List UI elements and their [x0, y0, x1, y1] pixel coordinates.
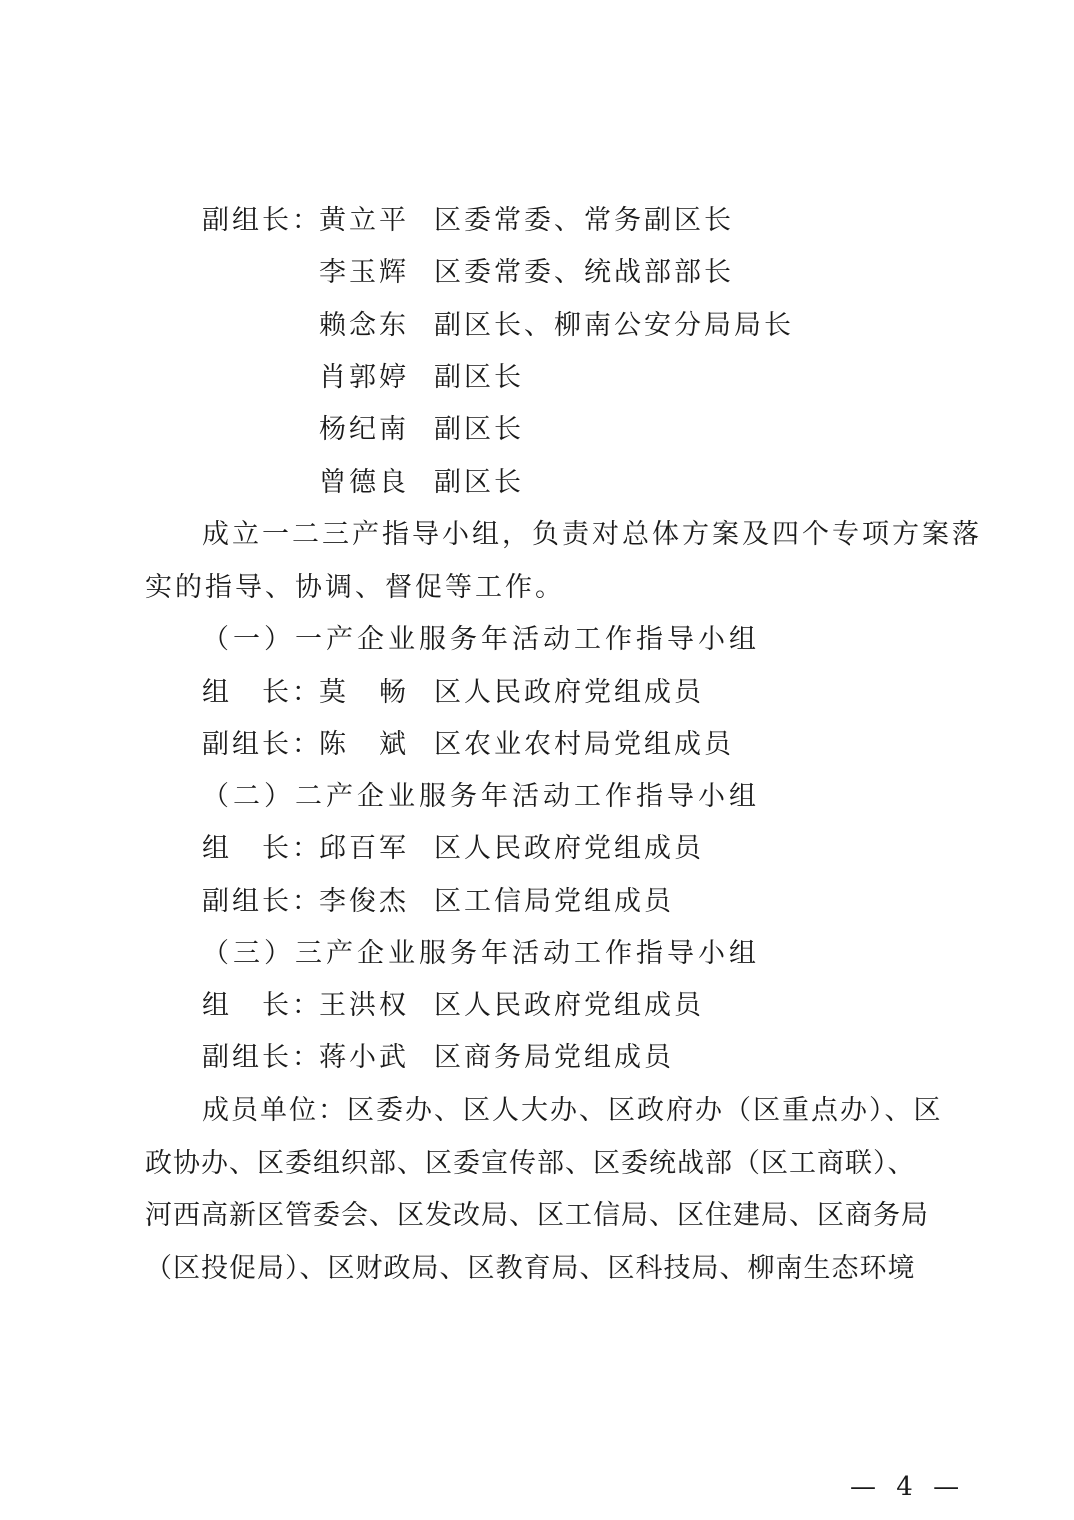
group-leader-row — [202, 675, 704, 711]
member-title: 副区长 — [434, 467, 524, 498]
member-name: 莫 畅 — [319, 677, 409, 708]
member-name: 赖念东 — [319, 310, 409, 341]
member-title: 区委常委、统战部部长 — [434, 257, 734, 288]
intro-line: 实的指导、协调、督促等工作。 — [145, 572, 565, 603]
deputy-leader-row — [319, 308, 794, 344]
deputy-leader-row — [319, 360, 524, 396]
member-title: 区商务局党组成员 — [434, 1042, 674, 1073]
leader-label: 组 长： — [202, 990, 322, 1021]
member-name: 蒋小武 — [319, 1042, 409, 1073]
group-deputy-row — [202, 727, 734, 763]
group-deputy-row — [202, 1040, 674, 1076]
group-heading: （一）一产企业服务年活动工作指导小组 — [202, 624, 760, 655]
deputy-leader-row — [319, 465, 524, 501]
deputy-leader-label: 副组长： — [202, 886, 322, 917]
deputy-leader-label: 副组长： — [202, 729, 322, 760]
member-title: 区委常委、常务副区长 — [434, 205, 734, 236]
page-number: — 4 — — [850, 1472, 966, 1502]
group-leader-row — [202, 831, 704, 867]
member-units-line: 政协办、区委组织部、区委宣传部、区委统战部（区工商联）、 — [145, 1148, 916, 1179]
member-name: 杨纪南 — [319, 414, 409, 445]
member-title: 区人民政府党组成员 — [434, 677, 704, 708]
member-title: 区人民政府党组成员 — [434, 990, 704, 1021]
group-deputy-row — [202, 884, 674, 920]
leader-label: 组 长： — [202, 833, 322, 864]
member-name: 李俊杰 — [319, 886, 409, 917]
group-heading: （三）三产企业服务年活动工作指导小组 — [202, 938, 760, 969]
intro-line: 成立一二三产指导小组，负责对总体方案及四个专项方案落 — [202, 519, 982, 550]
member-units-line: 成员单位：区委办、区人大办、区政府办（区重点办）、区 — [202, 1095, 943, 1126]
member-title: 副区长 — [434, 414, 524, 445]
member-name: 黄立平 — [319, 205, 409, 236]
member-title: 副区长 — [434, 362, 524, 393]
member-title: 区人民政府党组成员 — [434, 833, 704, 864]
member-name: 肖郭婷 — [319, 362, 409, 393]
deputy-leader-row — [202, 203, 734, 239]
group-heading: （二）二产企业服务年活动工作指导小组 — [202, 781, 760, 812]
member-name: 邱百军 — [319, 833, 409, 864]
deputy-leader-label: 副组长： — [202, 205, 322, 236]
leader-label: 组 长： — [202, 677, 322, 708]
member-name: 李玉辉 — [319, 257, 409, 288]
deputy-leader-row — [319, 255, 734, 291]
member-name: 陈 斌 — [319, 729, 409, 760]
group-leader-row — [202, 988, 704, 1024]
member-units-line: 河西高新区管委会、区发改局、区工信局、区住建局、区商务局 — [145, 1200, 929, 1231]
member-title: 副区长、柳南公安分局局长 — [434, 310, 794, 341]
deputy-leader-label: 副组长： — [202, 1042, 322, 1073]
member-name: 曾德良 — [319, 467, 409, 498]
member-title: 区农业农村局党组成员 — [434, 729, 734, 760]
deputy-leader-row — [319, 412, 524, 448]
member-title: 区工信局党组成员 — [434, 886, 674, 917]
member-name: 王洪权 — [319, 990, 409, 1021]
member-units-line: （区投促局）、区财政局、区教育局、区科技局、柳南生态环境 — [145, 1253, 916, 1284]
